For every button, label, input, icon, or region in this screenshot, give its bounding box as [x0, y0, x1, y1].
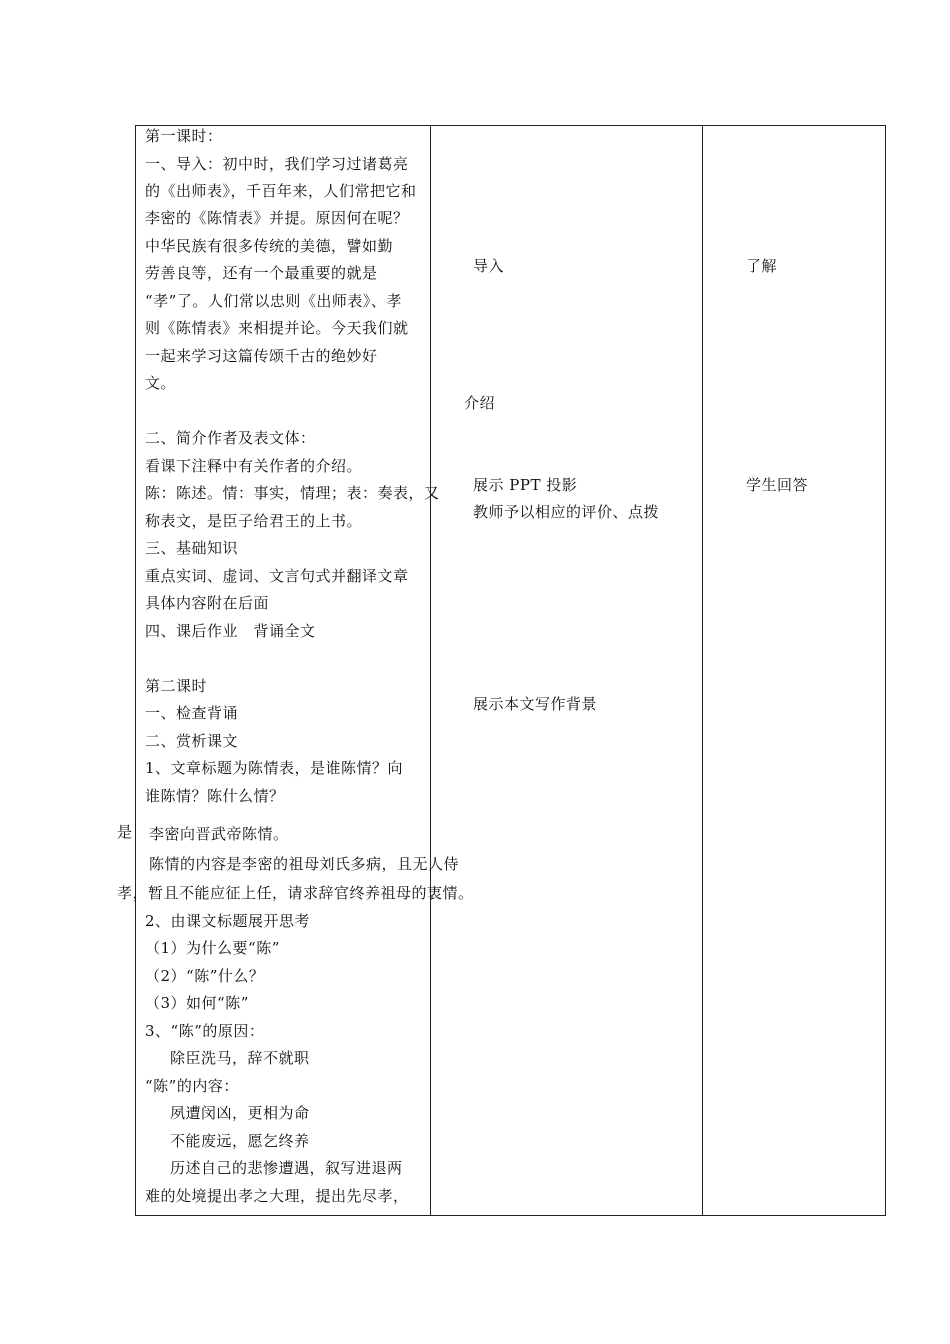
col1-line: 一、导入：初中时，我们学习过诸葛亮 [145, 155, 409, 173]
col1-line: 李密向晋武帝陈情。 [149, 825, 289, 843]
col1-line: （1）为什么要“陈” [145, 939, 280, 957]
col1-line: 陈：陈述。情：事实，情理；表：奏表，又 [145, 484, 440, 502]
col1-line: 李密的《陈情表》并提。原因何在呢？ [145, 209, 409, 227]
col1-line: （2）“陈”什么？ [145, 967, 265, 985]
col1-line: 重点实词、虚词、文言句式并翻译文章 [145, 567, 409, 585]
col1-line: 夙遭闵凶，更相为命 [170, 1104, 310, 1122]
col1-line: 三、基础知识 [145, 539, 239, 557]
col1-line: 1、文章标题为陈情表，是谁陈情？向 [145, 759, 404, 777]
col1-line: 一、检查背诵 [145, 704, 239, 722]
col1-line: 文。 [145, 374, 177, 392]
col1-line: 谁陈情？陈什么情？ [145, 787, 285, 805]
col1-line: 历述自己的悲惨遭遇，叙写进退两 [170, 1159, 403, 1177]
col1-line: 除臣洗马，辞不就职 [170, 1049, 310, 1067]
col1-line: 二、简介作者及表文体： [145, 429, 316, 447]
col1-line: 称表文，是臣子给君王的上书。 [145, 512, 363, 530]
col1-line: 难的处境提出孝之大理，提出先尽孝， [145, 1187, 409, 1205]
col1-line: 不能废远，愿乞终养 [170, 1132, 310, 1150]
column-divider-1 [430, 126, 431, 1215]
col1-line: 第二课时 [145, 677, 208, 695]
col1-line: 3、“陈”的原因： [145, 1022, 265, 1040]
col1-line: 具体内容附在后面 [145, 594, 270, 612]
col1-line: 则《陈情表》来相提并论。今天我们就 [145, 319, 409, 337]
col1-line: 劳善良等，还有一个最重要的就是 [145, 264, 378, 282]
col1-line: 看课下注释中有关作者的介绍。 [145, 457, 363, 475]
col2-line: 展示本文写作背景 [473, 695, 598, 713]
col1-line: “孝”了。人们常以忠则《出师表》、孝 [145, 292, 402, 310]
col1-overflow-line: 孝，暂且不能应征上任，请求辞官终养祖母的衷情。 [117, 884, 474, 902]
col1-line: 的《出师表》，千百年来，人们常把它和 [145, 182, 417, 200]
col2-line: 导入 [473, 257, 505, 275]
col1-line: 2、由课文标题展开思考 [145, 912, 311, 930]
col1-line: 中华民族有很多传统的美德，譬如勤 [145, 237, 394, 255]
col1-line: 一起来学习这篇传颂千古的绝妙好 [145, 347, 378, 365]
margin-char: 是 [117, 823, 133, 841]
col1-line: “陈”的内容： [145, 1077, 239, 1095]
column-divider-2 [702, 126, 703, 1215]
col2-line: 介绍 [464, 394, 496, 412]
col1-line: 二、赏析课文 [145, 732, 239, 750]
col1-line: 第一课时： [145, 127, 223, 145]
col1-line: （3）如何“陈” [145, 994, 249, 1012]
col2-line: 教师予以相应的评价、点拨 [473, 503, 660, 521]
col3-line: 学生回答 [746, 476, 809, 494]
col1-line: 四、课后作业 背诵全文 [145, 622, 316, 640]
col3-line: 了解 [746, 257, 778, 275]
col2-line: 展示 PPT 投影 [473, 476, 578, 494]
col1-line: 陈情的内容是李密的祖母刘氏多病，且无人侍 [149, 855, 460, 873]
